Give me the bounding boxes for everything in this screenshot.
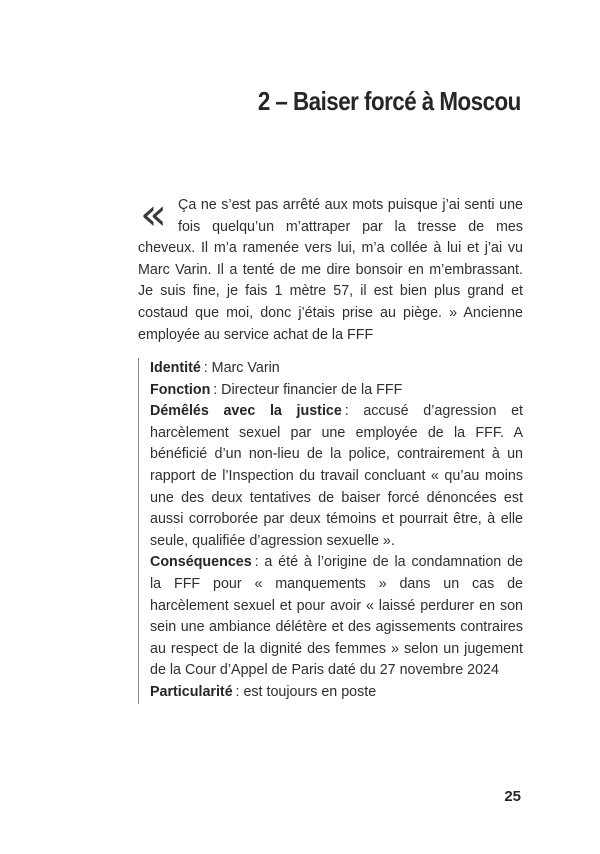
particularity-value: est toujours en poste bbox=[243, 683, 377, 700]
identity-label: Identité bbox=[150, 360, 201, 376]
quote-block bbox=[138, 189, 523, 346]
function-value: Directeur financier de la FFF bbox=[221, 381, 403, 398]
consequences-label: Conséquences bbox=[150, 554, 252, 571]
function-row: Fonction : Directeur financier de la FFF bbox=[150, 381, 403, 398]
legal-issues-row: Démêlés avec la justice : accusé d’agression et harcèlement sexuel par une employée de la FFF. A bénéficié d’un non-lieu de la police, contrairement à un rapport de l’Inspection du travail concluant « qu’au moins une des deux tentatives de baiser forcé dénoncées est aussi corroborée par deux témoins et pourrait être, à elle seule, qualifiée d’agression sexuelle ». bbox=[150, 403, 523, 549]
consequences-value: a été à l’origine de la condamnation de la FFF pour « manquements » dans un cas de harcèlement sexuel et pour avoir « laissé perdurer en son sein une ambiance délétère et des agissements contraires au respect de la dignité des femmes » selon un jugement de la Cour d’Appel de Paris daté du 27 novembre 2024 bbox=[150, 554, 523, 679]
identity-value: Marc Varin bbox=[211, 360, 280, 376]
page-number: 25 bbox=[504, 788, 521, 805]
function-label: Fonction bbox=[150, 381, 211, 398]
identity-row: Identité : Marc Varin bbox=[150, 360, 280, 376]
chapter-title: 2 – Baiser forcé à Moscou bbox=[258, 86, 521, 116]
particularity-label: Particularité bbox=[150, 683, 233, 700]
particularity-row: Particularité : est toujours en poste bbox=[150, 683, 377, 700]
legal-issues-label: Démêlés avec la justice bbox=[150, 403, 342, 420]
consequences-row: Conséquences : a été à l’origine de la condamnation de la FFF pour « manquements » dans un cas de harcèlement sexuel et pour avoir « laissé perdurer en son sein une ambiance délétère et des agissements contraires au respect de la dignité des femmes » selon un jugement de la Cour d’Appel de Paris daté du 27 novembre 2024 bbox=[150, 554, 523, 679]
quote-text: Ça ne s’est pas arrêté aux mots puisque j’ai senti une fois quelqu’un m’attraper par la tresse de mes cheveux. Il m’a ramenée vers lui, m’a collée à lui et j’ai vu Marc Varin. Il a tenté de me dire bonsoir en m’embrassant. Je suis fine, je fais 1 mètre 57, il est bien plus grand et costaud que moi, donc j’étais prise au piège. » Ancienne employée au service achat de la FFF bbox=[138, 197, 523, 343]
profile-sheet bbox=[138, 358, 523, 704]
opening-quote-mark: « bbox=[140, 189, 167, 240]
legal-issues-value: accusé d’agression et harcèlement sexuel par une employée de la FFF. A bénéficié d’un non-lieu de la police, contrairement à un rapport de l’Inspection du travail concluant « qu’au moins une des deux tentatives de baiser forcé dénoncées est aussi corroborée par deux témoins et pourrait être, à elle seule, qualifiée d’agression sexuelle ». bbox=[150, 403, 523, 549]
